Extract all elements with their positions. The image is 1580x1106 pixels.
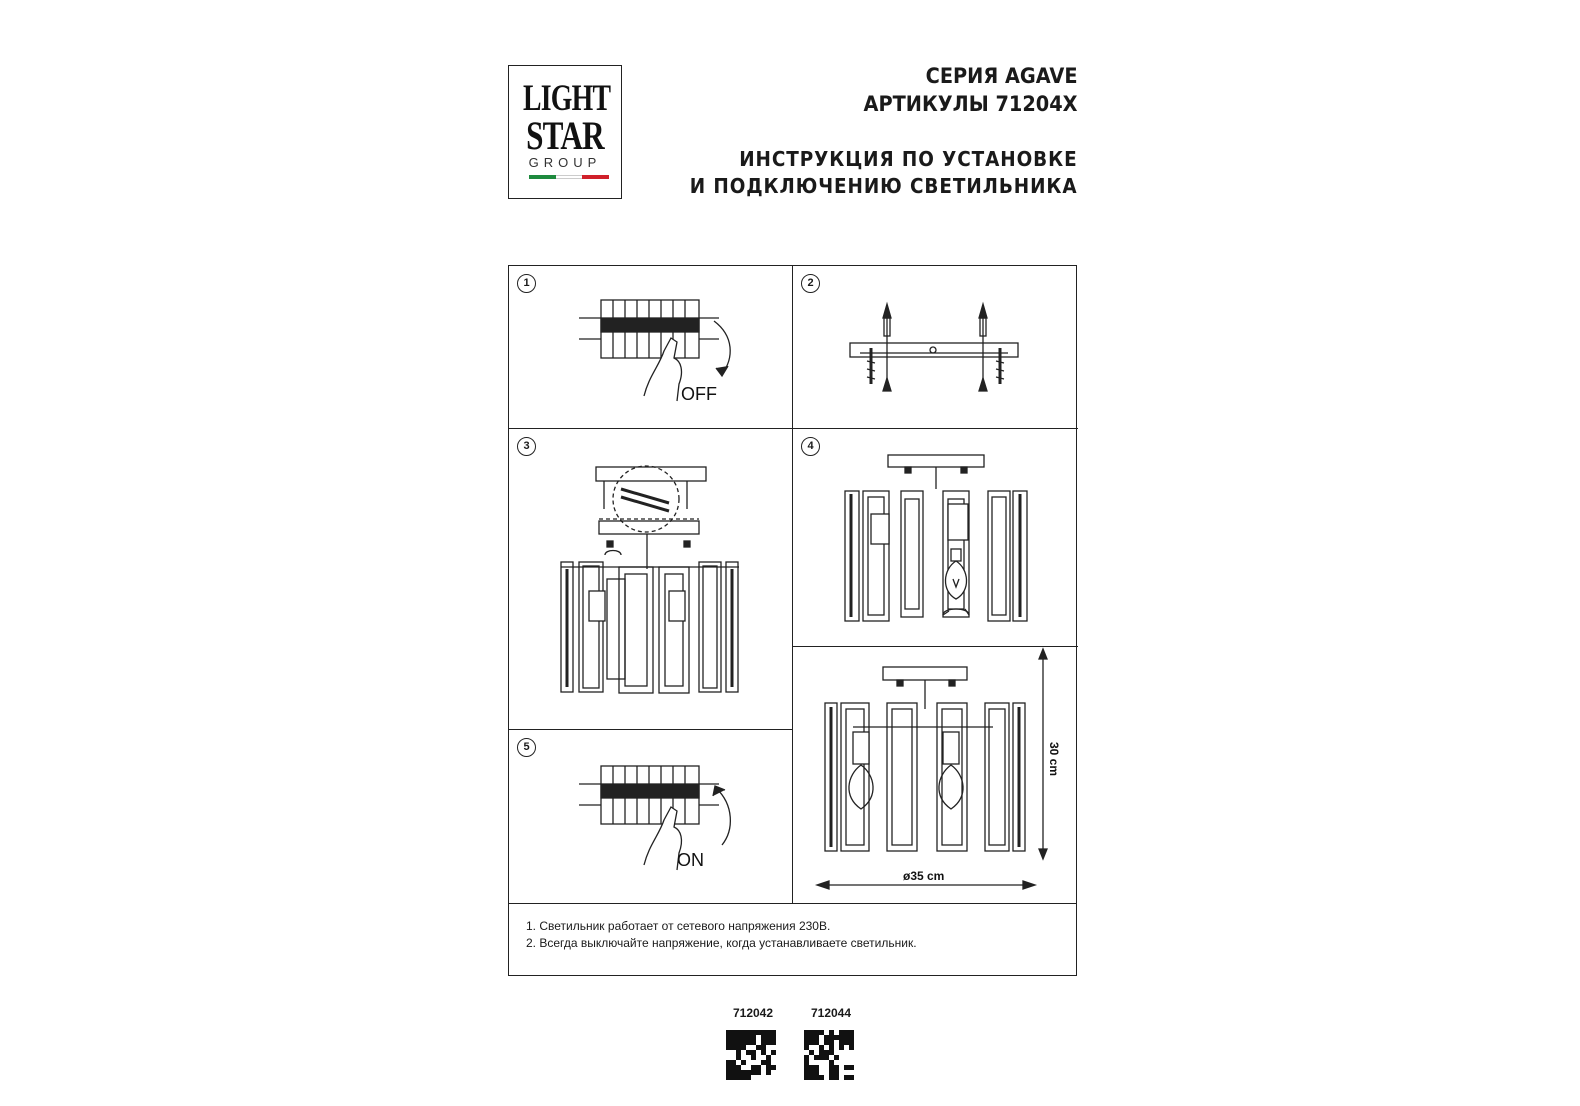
bulb-installation-illustration	[793, 429, 1078, 647]
qr-block-712042	[726, 1006, 780, 1080]
step-4-panel	[793, 429, 1078, 647]
circuit-breaker-off-illustration	[509, 266, 793, 429]
series-name: СЕРИЯ AGAVE	[926, 64, 1078, 88]
step-5-panel	[509, 730, 793, 903]
logo-text-light: LIGHT	[523, 78, 611, 119]
step-number: 1	[517, 274, 536, 293]
on-label: ON	[677, 850, 704, 870]
diameter-dimension-label: ø35 cm	[903, 869, 945, 883]
step-number: 5	[517, 738, 536, 757]
dimensions-panel	[793, 647, 1078, 903]
article-code: 712042	[732, 1006, 774, 1020]
wiring-and-mounting-illustration	[509, 429, 793, 730]
circuit-breaker-on-illustration	[509, 730, 793, 903]
qr-block-712044	[804, 1006, 858, 1080]
step-2-panel	[793, 266, 1078, 429]
brand-logo	[508, 65, 622, 199]
off-label: OFF	[681, 384, 717, 404]
mounting-plate-illustration	[793, 266, 1078, 429]
instruction-grid	[508, 265, 1077, 976]
step-number: 3	[517, 437, 536, 456]
step-number: 2	[801, 274, 820, 293]
italian-flag-stripe	[529, 175, 609, 179]
qr-code[interactable]	[726, 1030, 776, 1080]
fixture-dimensions-illustration	[793, 647, 1078, 903]
document-header	[656, 62, 1078, 200]
step-3-panel	[509, 429, 793, 730]
article-code: 712044	[810, 1006, 852, 1020]
article-numbers: АРТИКУЛЫ 71204X	[863, 92, 1078, 116]
logo-text-group: GROUP	[528, 155, 602, 170]
safety-notes	[509, 903, 1076, 976]
logo-text-star: STAR	[526, 113, 604, 158]
qr-code[interactable]	[804, 1030, 854, 1080]
document-title-line1: ИНСТРУКЦИЯ ПО УСТАНОВКЕ	[739, 147, 1078, 171]
note-item: 2. Всегда выключайте напряжение, когда устанавливаете светильник.	[526, 936, 917, 950]
step-1-panel	[509, 266, 793, 429]
height-dimension-label: 30 cm	[1047, 742, 1061, 777]
step-number: 4	[801, 437, 820, 456]
document-title-line2: И ПОДКЛЮЧЕНИЮ СВЕТИЛЬНИКА	[690, 174, 1078, 198]
note-item: 1. Светильник работает от сетевого напряжения 230В.	[526, 919, 831, 933]
